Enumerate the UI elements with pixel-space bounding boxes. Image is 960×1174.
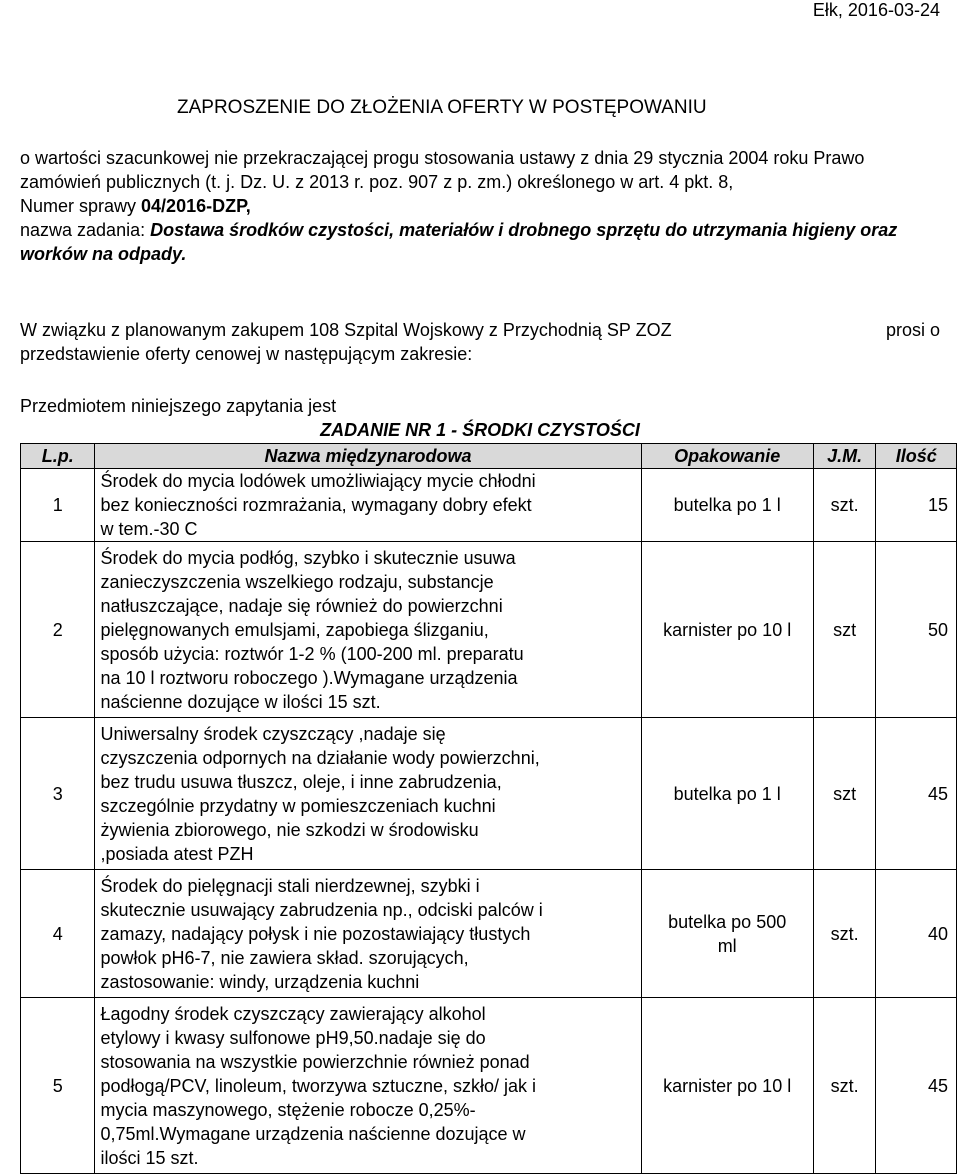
- row-name: Środek do mycia podłóg, szybko i skutecznie usuwa zanieczyszczenia wszelkiego rodzaju, substancje natłuszczające, nadaje się również do powierzchni pielęgnowanych emulsjami, zapobiega ślizganiu, sposób użycia: roztwór 1-2 % (100-200 ml. preparatu na 10 l roztworu roboczego ).Wymagane urządzenia naścienne dozujące w ilości 15 szt.: [95, 542, 641, 718]
- document-date: Ełk, 2016-03-24: [812, 0, 940, 20]
- products-table: [20, 443, 957, 1174]
- row-packaging: butelka po 500 ml: [641, 870, 813, 998]
- document-title: ZAPROSZENIE DO ZŁOŻENIA OFERTY W POSTĘPOWANIU: [177, 97, 707, 118]
- request-line-left: W związku z planowanym zakupem 108 Szpital Wojskowy z Przychodnią SP ZOZ: [20, 320, 672, 340]
- header-name: Nazwa międzynarodowa: [95, 444, 641, 469]
- row-lp: 5: [21, 998, 95, 1174]
- header-unit: J.M.: [813, 444, 876, 469]
- table-row: [21, 998, 957, 1174]
- case-number-line: [20, 194, 940, 218]
- row-quantity: 45: [876, 998, 957, 1174]
- row-lp: 1: [21, 469, 95, 542]
- case-number-label: Numer sprawy: [20, 196, 142, 216]
- header-quantity: Ilość: [876, 444, 957, 469]
- task-name-line: [20, 218, 940, 266]
- row-packaging: karnister po 10 l: [641, 998, 813, 1174]
- task-name-label: nazwa zadania:: [20, 220, 151, 240]
- row-unit: szt.: [813, 870, 876, 998]
- row-packaging: butelka po 1 l: [641, 469, 813, 542]
- request-paragraph: [20, 318, 940, 366]
- row-packaging: karnister po 10 l: [641, 542, 813, 718]
- task-name: Dostawa środków czystości, materiałów i drobnego sprzętu do utrzymania higieny oraz worków na odpady.: [20, 220, 898, 264]
- table-row: [21, 718, 957, 870]
- request-line-2: przedstawienie oferty cenowej w następującym zakresie:: [20, 344, 473, 364]
- table-row: [21, 469, 957, 542]
- intro-legal-basis: o wartości szacunkowej nie przekraczającej progu stosowania ustawy z dnia 29 stycznia 2004 roku Prawo zamówień publicznych (t. j. Dz. U. z 2013 r. poz. 907 z p. zm.) określonego w art. 4 pkt. 8,: [20, 148, 865, 192]
- request-line-right: prosi o: [885, 320, 940, 340]
- row-lp: 3: [21, 718, 95, 870]
- row-name: Łagodny środek czyszczący zawierający alkohol etylowy i kwasy sulfonowe pH9,50.nadaje się do stosowania na wszystkie powierzchnie również ponad podłogą/PCV, linoleum, tworzywa sztuczne, szkło/ jak i mycia maszynowego, stężenie robocze 0,25%- 0,75ml.Wymagane urządzenia naścienne dozujące w ilości 15 szt.: [95, 998, 641, 1174]
- row-unit: szt: [813, 718, 876, 870]
- case-number: 04/2016-DZP,: [141, 196, 251, 216]
- row-quantity: 15: [876, 469, 957, 542]
- intro-block: [20, 146, 940, 266]
- row-quantity: 50: [876, 542, 957, 718]
- header-packaging: Opakowanie: [641, 444, 813, 469]
- row-unit: szt.: [813, 469, 876, 542]
- table-row: [21, 542, 957, 718]
- row-name: Środek do mycia lodówek umożliwiający mycie chłodni bez konieczności rozmrażania, wymagany dobry efekt w tem.-30 C: [95, 469, 641, 542]
- task-heading: ZADANIE NR 1 - ŚRODKI CZYSTOŚCI: [320, 420, 640, 440]
- table-header-row: [21, 444, 957, 469]
- row-packaging: butelka po 1 l: [641, 718, 813, 870]
- row-unit: szt: [813, 542, 876, 718]
- header-lp: L.p.: [21, 444, 95, 469]
- row-name: Uniwersalny środek czyszczący ,nadaje się czyszczenia odpornych na działanie wody powierzchni, bez trudu usuwa tłuszcz, oleje, i inne zabrudzenia, szczególnie przydatny w pomieszczeniach kuchni żywienia zbiorowego, nie szkodzi w środowisku ,posiada atest PZH: [95, 718, 641, 870]
- row-quantity: 40: [876, 870, 957, 998]
- table-row: [21, 870, 957, 998]
- subject-line: Przedmiotem niniejszego zapytania jest: [20, 396, 337, 416]
- row-unit: szt.: [813, 998, 876, 1174]
- row-quantity: 45: [876, 718, 957, 870]
- row-name: Środek do pielęgnacji stali nierdzewnej, szybki i skutecznie usuwający zabrudzenia np., odciski palców i zamazy, nadający połysk i nie pozostawiający tłustych powłok pH6-7, nie zawiera skład. szorujących, zastosowanie: windy, urządzenia kuchni: [95, 870, 641, 998]
- row-lp: 4: [21, 870, 95, 998]
- row-lp: 2: [21, 542, 95, 718]
